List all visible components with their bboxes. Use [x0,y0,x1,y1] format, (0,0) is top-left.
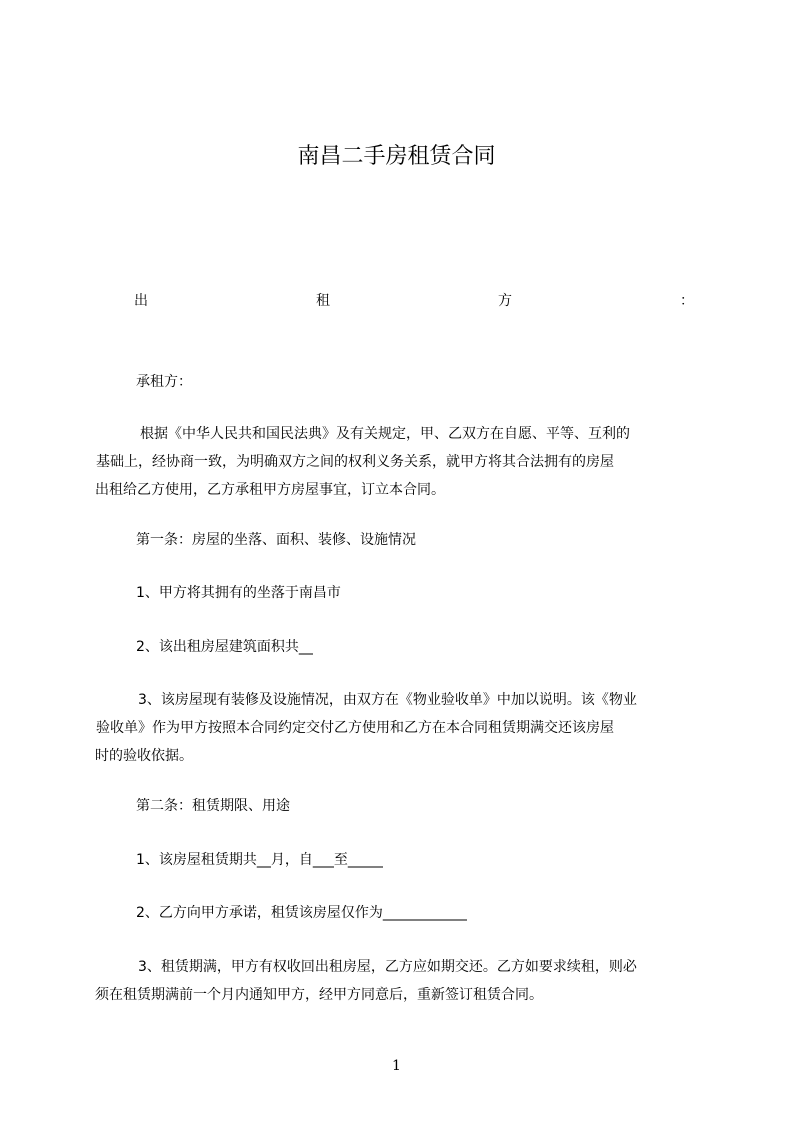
lessor-label-char: 出 [134,293,148,309]
preamble-line: 出租给乙方使用，乙方承租甲方房屋事宜，订立本合同。 [95,482,445,498]
clause-line: 3、该房屋现有装修及设施情况，由双方在《物业验收单》中加以说明。该《物业 [138,692,637,708]
article-heading: 第二条：租赁期限、用途 [136,798,290,814]
page-title: 南昌二手房租赁合同 [297,144,496,169]
page-number: 1 [392,1058,401,1074]
clause-line: 须在租赁期满前一个月内通知甲方，经甲方同意后，重新签订租赁合同。 [95,987,543,1003]
preamble-line: 根据《中华人民共和国民法典》及有关规定，甲、乙双方在自愿、平等、互利的 [140,426,630,442]
clause-item: 2、乙方向甲方承诺，租赁该房屋仅作为____________ [136,905,467,921]
clause-item: 2、该出租房屋建筑面积共__ [136,639,313,655]
lessor-label [134,290,694,312]
lessor-label-char: 租 [316,293,330,309]
clause-line: 3、租赁期满，甲方有权收回出租房屋，乙方应如期交还。乙方如要求续租，则必 [138,959,637,975]
lessor-label-char: 方 [498,293,512,309]
clause-item: 1、甲方将其拥有的坐落于南昌市 [136,585,341,601]
clause-line: 验收单》作为甲方按照本合同约定交付乙方使用和乙方在本合同租赁期满交还该房屋 [96,720,614,736]
preamble-line: 基础上，经协商一致，为明确双方之间的权利义务关系，就甲方将其合法拥有的房屋 [96,454,614,470]
lessee-label: 承租方： [136,374,192,390]
article-heading: 第一条：房屋的坐落、面积、装修、设施情况 [136,532,416,548]
lessor-label-char: ： [680,293,694,309]
clause-line: 时的验收依据。 [95,748,193,764]
clause-item: 1、该房屋租赁期共__月，自___至_____ [136,852,383,868]
